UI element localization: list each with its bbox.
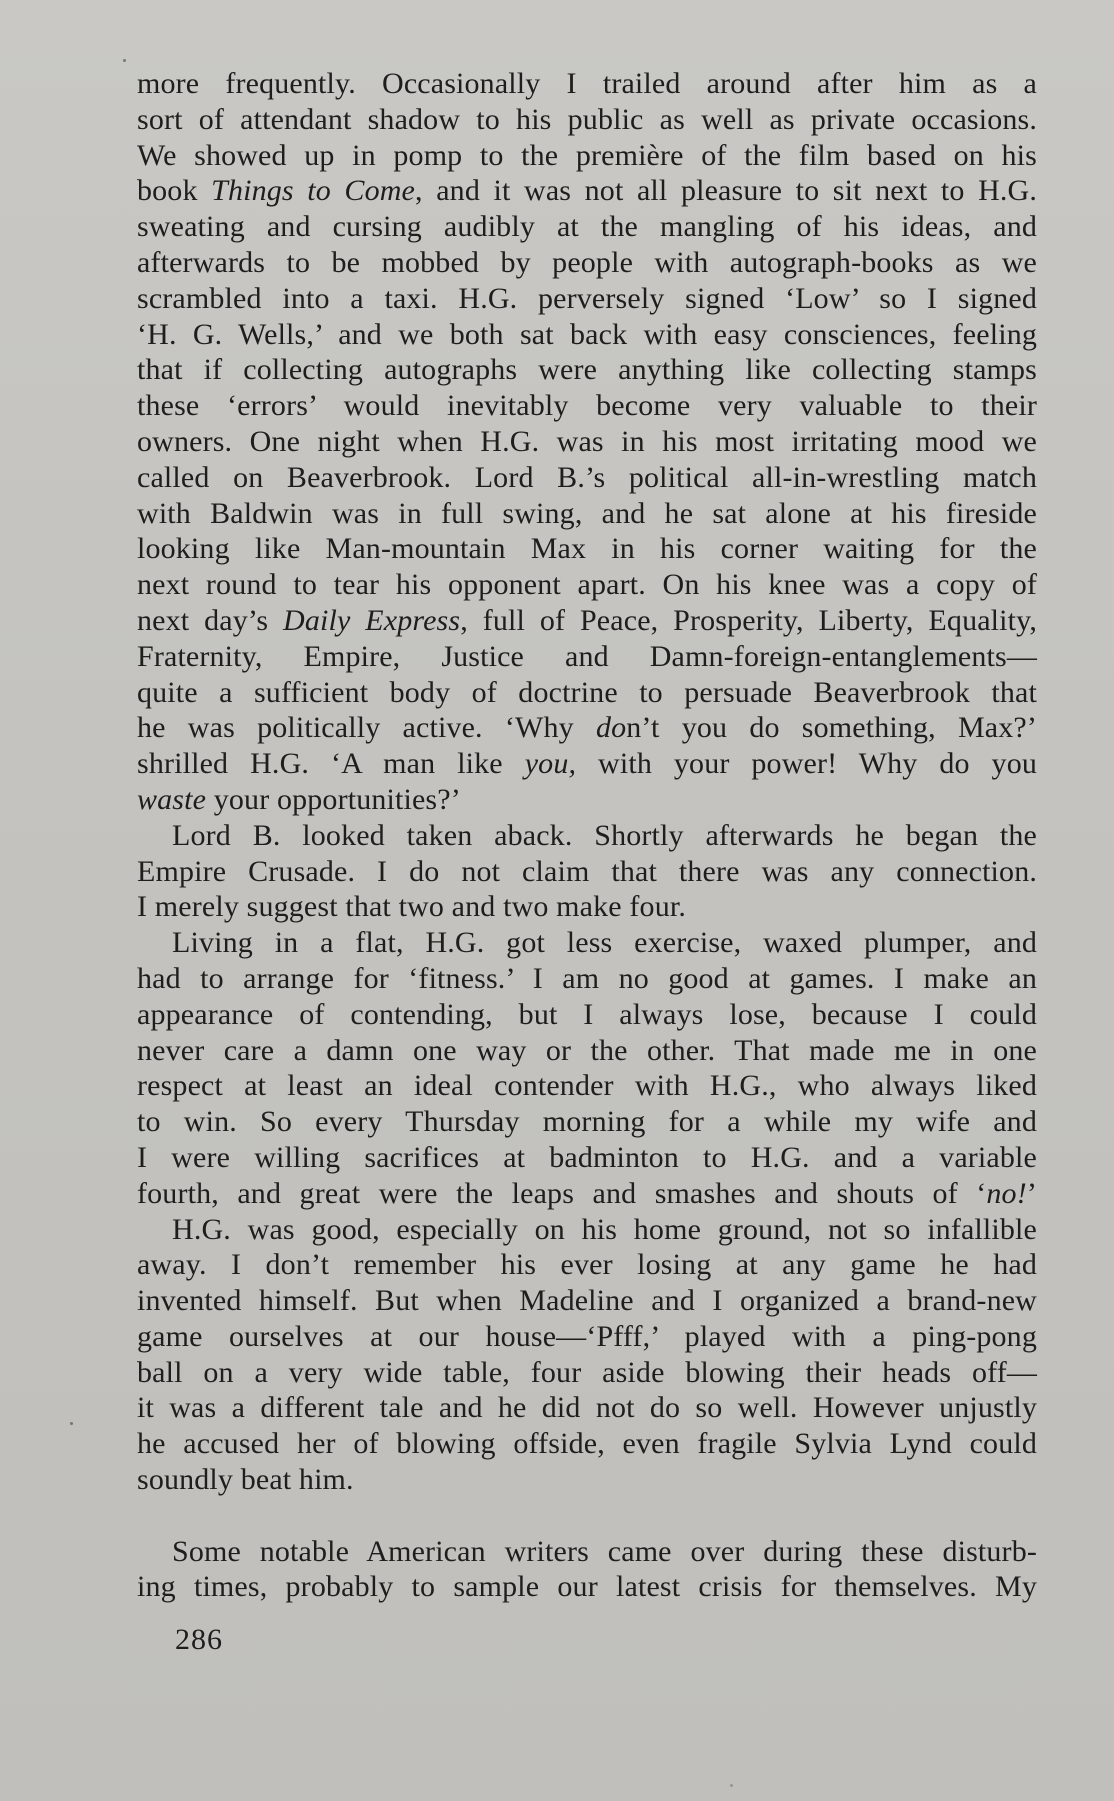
text-line: I were willing sacrifices at badminton to H.G. and a variable xyxy=(137,1140,1037,1174)
text-line: fourth, and great were the leaps and smashes and shouts of ‘no!’ xyxy=(137,1176,1037,1210)
text-line: with Baldwin was in full swing, and he sat alone at his fireside xyxy=(137,496,1037,530)
text-line: away. I don’t remember his ever losing at any game he had xyxy=(137,1248,1037,1282)
paragraph-gap xyxy=(137,1498,1037,1534)
text-line: We showed up in pomp to the première of the film based on his xyxy=(137,138,1037,172)
text-line: ball on a very wide table, four aside blowing their heads off— xyxy=(137,1355,1037,1389)
text-line: Empire Crusade. I do not claim that there was any connection. xyxy=(137,854,1037,888)
text-line: next day’s Daily Express, full of Peace, Prosperity, Liberty, Equality, xyxy=(137,603,1037,637)
text-line: owners. One night when H.G. was in his most irritating mood we xyxy=(137,424,1037,458)
text-line: he was politically active. ‘Why don’t you do something, Max?’ xyxy=(137,711,1038,745)
text-line: appearance of contending, but I always lose, because I could xyxy=(137,997,1037,1031)
text-line: called on Beaverbrook. Lord B.’s political all-in-wrestling match xyxy=(137,460,1037,494)
text-line: Living in a flat, H.G. got less exercise, waxed plumper, and xyxy=(172,926,1037,960)
print-speck xyxy=(123,59,126,62)
text-line: quite a sufficient body of doctrine to persuade Beaverbrook that xyxy=(137,675,1037,709)
text-line: had to arrange for ‘fitness.’ I am no good at games. I make an xyxy=(137,961,1037,995)
print-speck xyxy=(70,1422,73,1425)
text-line: shrilled H.G. ‘A man like you, with your power! Why do you xyxy=(137,747,1037,781)
text-line: I merely suggest that two and two make four. xyxy=(137,890,686,924)
text-line: scrambled into a taxi. H.G. perversely signed ‘Low’ so I signed xyxy=(137,281,1037,315)
text-line: book Things to Come, and it was not all pleasure to sit next to H.G. xyxy=(137,174,1037,208)
text-line: that if collecting autographs were anything like collecting stamps xyxy=(137,353,1037,387)
text-line: waste your opportunities?’ xyxy=(137,782,461,816)
text-line: sort of attendant shadow to his public as well as private occasions. xyxy=(137,102,1037,136)
page-number: 286 xyxy=(175,1623,223,1656)
body-text xyxy=(137,66,1037,1605)
text-line: H.G. was good, especially on his home ground, not so infallible xyxy=(172,1212,1037,1246)
text-line: ‘H. G. Wells,’ and we both sat back with easy consciences, feeling xyxy=(137,317,1037,351)
text-line: Some notable American writers came over during these disturb- xyxy=(172,1534,1037,1568)
text-line: game ourselves at our house—‘Pfff,’ played with a ping-pong xyxy=(137,1319,1037,1353)
text-line: more frequently. Occasionally I trailed around after him as a xyxy=(137,67,1037,100)
text-line: ing times, probably to sample our latest crisis for themselves. My xyxy=(137,1570,1037,1604)
text-line: soundly beat him. xyxy=(137,1463,354,1497)
text-line: looking like Man-mountain Max in his corner waiting for the xyxy=(137,532,1037,566)
text-line: Lord B. looked taken aback. Shortly afterwards he began the xyxy=(172,818,1037,852)
text-line: respect at least an ideal contender with H.G., who always liked xyxy=(137,1069,1037,1103)
text-line: afterwards to be mobbed by people with autograph-books as we xyxy=(137,245,1037,279)
text-line: never care a damn one way or the other. That made me in one xyxy=(137,1033,1037,1067)
text-line: to win. So every Thursday morning for a while my wife and xyxy=(137,1105,1037,1139)
text-line: invented himself. But when Madeline and I organized a brand-new xyxy=(137,1284,1037,1318)
text-line: sweating and cursing audibly at the mangling of his ideas, and xyxy=(137,210,1037,244)
text-line: these ‘errors’ would inevitably become very valuable to their xyxy=(137,389,1037,423)
text-line: it was a different tale and he did not do so well. However unjustly xyxy=(137,1391,1037,1425)
text-line: Fraternity, Empire, Justice and Damn-foreign-entanglements— xyxy=(137,639,1037,673)
text-line: next round to tear his opponent apart. On his knee was a copy of xyxy=(137,568,1037,602)
print-speck xyxy=(730,1784,733,1787)
text-line: he accused her of blowing offside, even fragile Sylvia Lynd could xyxy=(137,1427,1037,1461)
